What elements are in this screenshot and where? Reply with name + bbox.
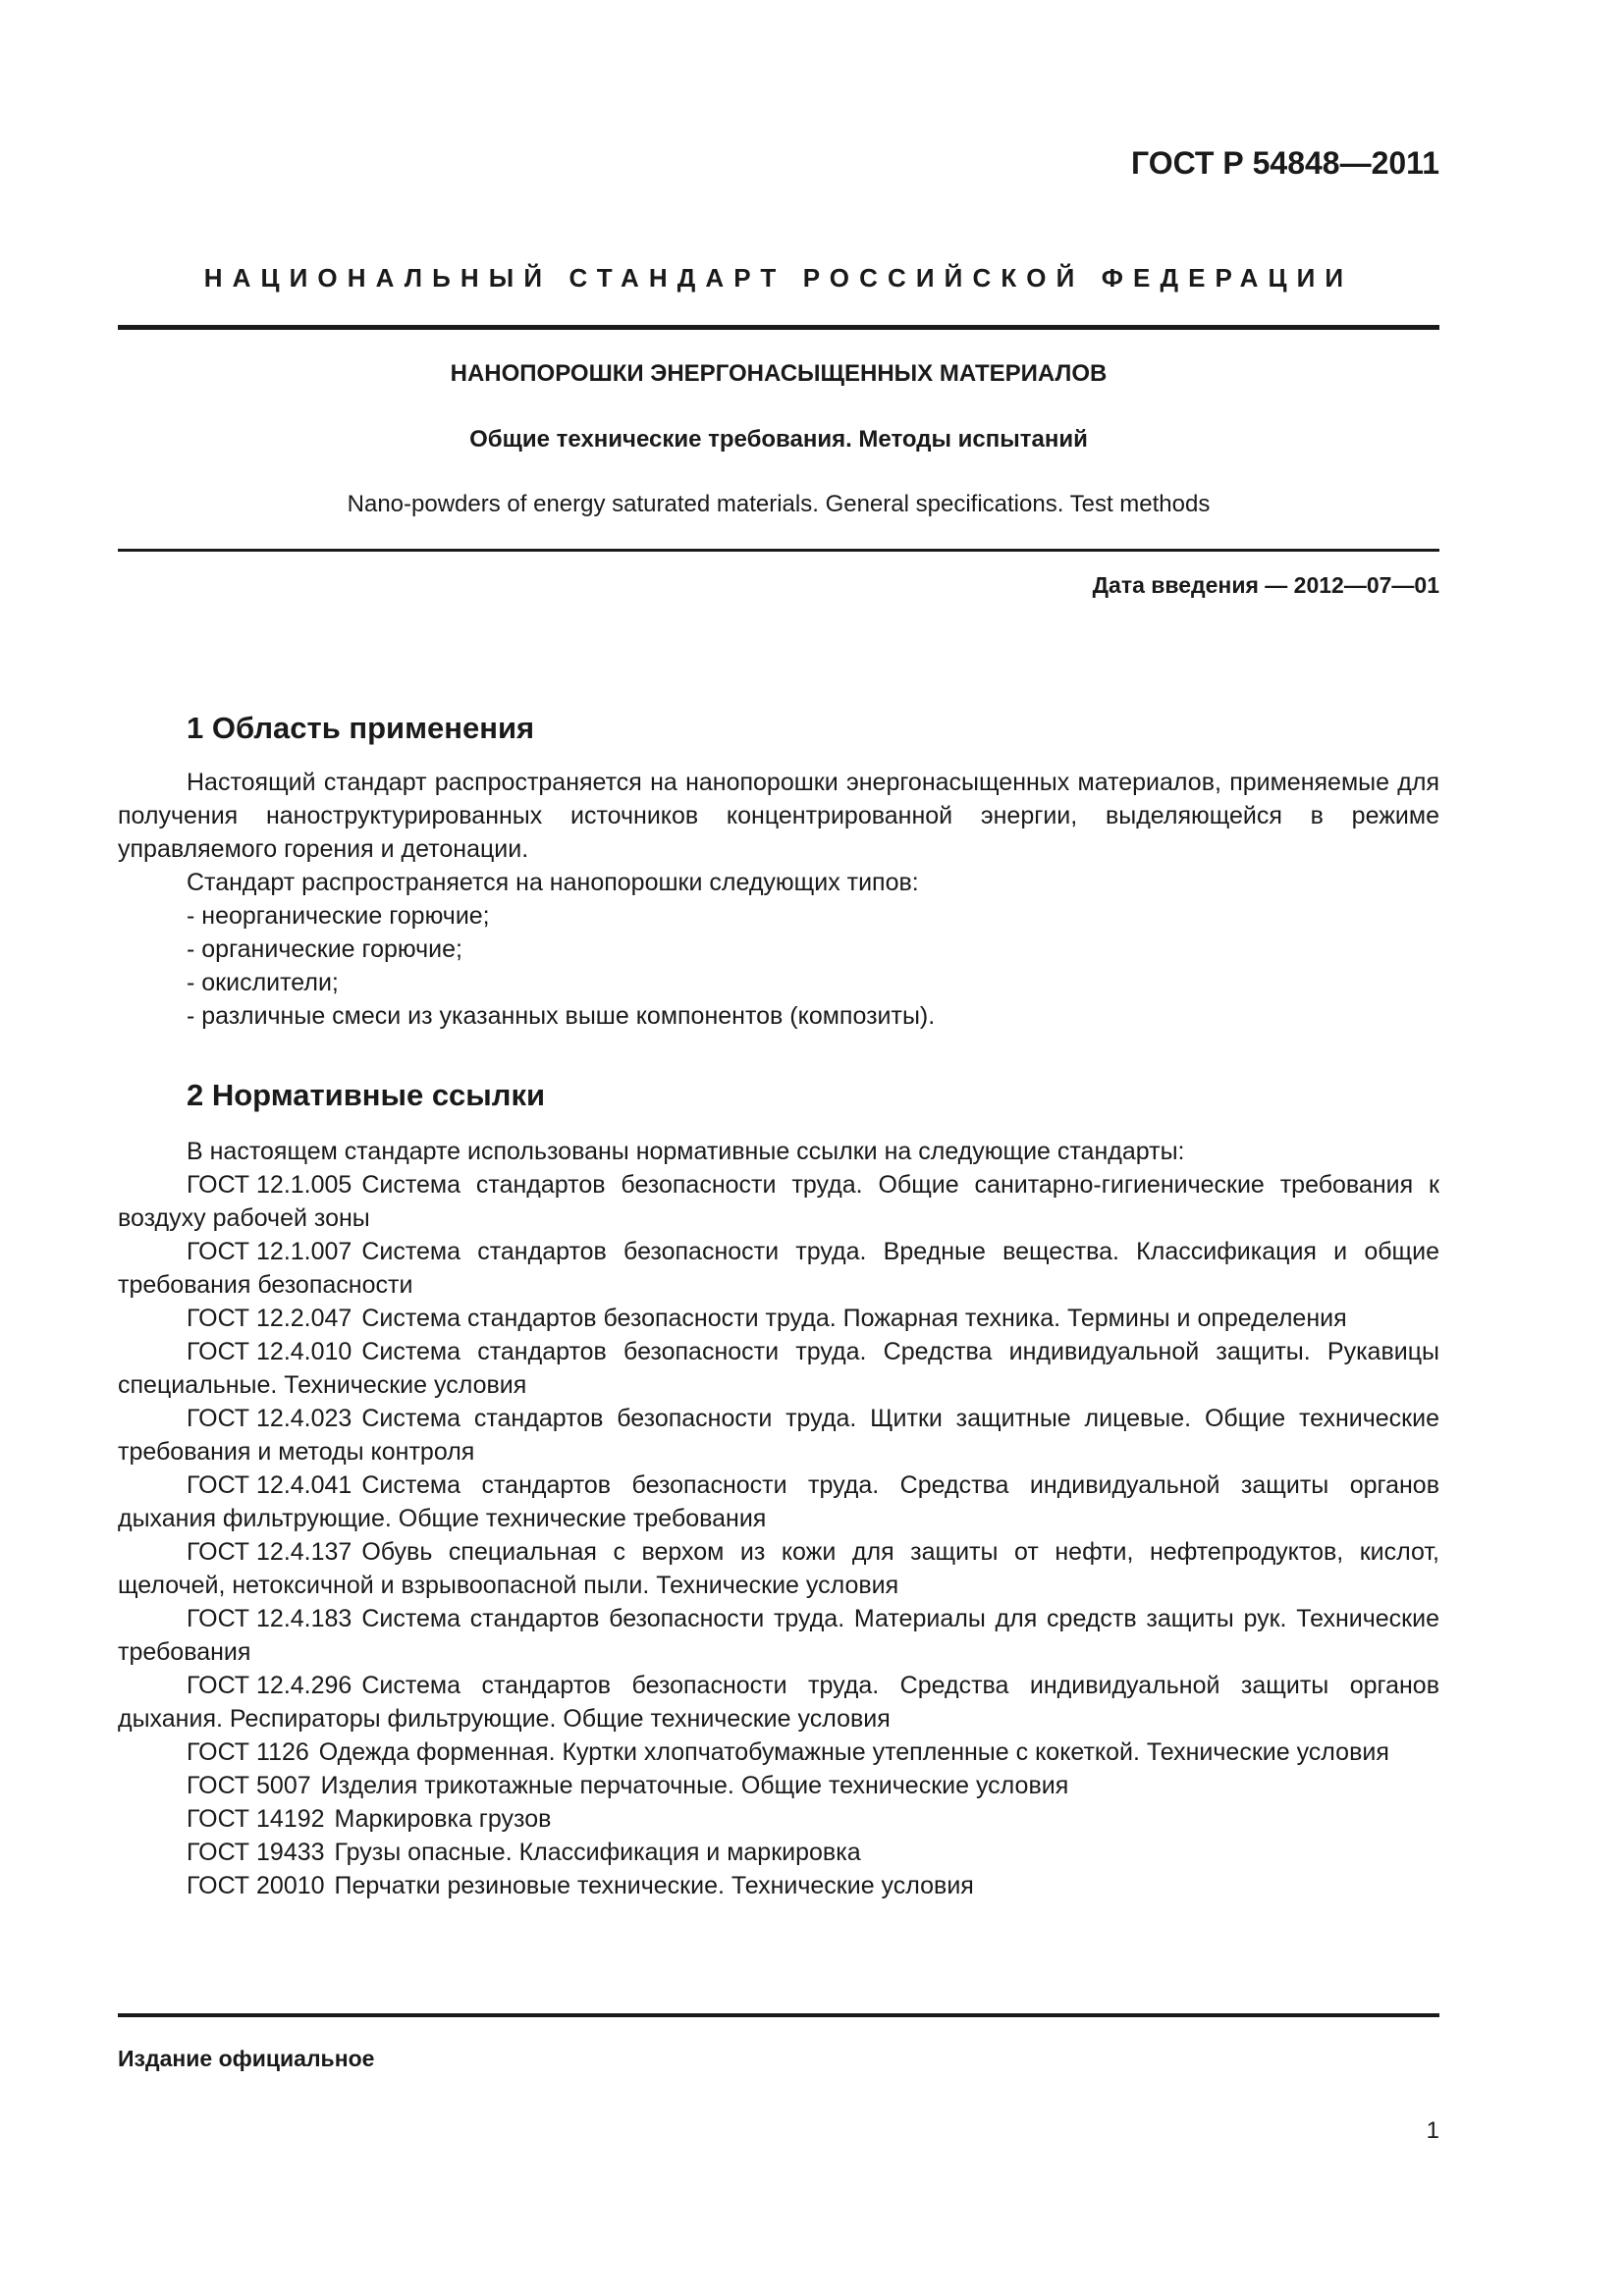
list-item: - окислители;: [187, 969, 339, 996]
section-1-body: [118, 766, 1439, 1033]
reference-item: [118, 1802, 1439, 1836]
reference-text: Система стандартов безопасности труда. Щитки защитные лицевые. Общие технические требования и методы контроля: [118, 1405, 1439, 1466]
section-2-heading: 2 Нормативные ссылки: [187, 1078, 546, 1112]
reference-item: [118, 1669, 1439, 1735]
reference-code: ГОСТ 12.1.005: [187, 1171, 352, 1199]
reference-code: ГОСТ 12.4.010: [187, 1338, 352, 1365]
reference-code: ГОСТ 12.4.041: [187, 1471, 352, 1499]
reference-item: [118, 1869, 1439, 1902]
reference-code: ГОСТ 12.2.047: [187, 1305, 352, 1332]
reference-item: [118, 1235, 1439, 1302]
english-title: Nano-powders of energy saturated materials. General specifications. Test methods: [347, 491, 1211, 517]
reference-code: ГОСТ 12.4.183: [187, 1605, 352, 1632]
document-title: НАНОПОРОШКИ ЭНЕРГОНАСЫЩЕННЫХ МАТЕРИАЛОВ: [450, 360, 1108, 387]
title-divider: [118, 549, 1439, 552]
reference-item: [118, 1769, 1439, 1802]
reference-text: Перчатки резиновые технические. Технические условия: [334, 1872, 974, 1899]
page-number: 1: [1426, 2117, 1439, 2144]
introduction-date: Дата введения — 2012—07—01: [1092, 572, 1439, 598]
reference-item: [118, 1302, 1439, 1335]
reference-code: ГОСТ 19433: [187, 1839, 325, 1866]
reference-text: Изделия трикотажные перчаточные. Общие технические условия: [320, 1772, 1069, 1799]
reference-code: ГОСТ 1126: [187, 1738, 309, 1766]
references-intro: В настоящем стандарте использованы нормативные ссылки на следующие стандарты:: [187, 1138, 1185, 1165]
reference-item: [118, 1335, 1439, 1402]
reference-text: Грузы опасные. Классификация и маркировка: [334, 1839, 861, 1866]
reference-item: [118, 1836, 1439, 1869]
reference-code: ГОСТ 12.4.023: [187, 1405, 352, 1432]
list-item: - органические горючие;: [187, 935, 462, 963]
reference-code: ГОСТ 12.4.137: [187, 1538, 352, 1566]
reference-code: ГОСТ 5007: [187, 1772, 311, 1799]
edition-label: Издание официальное: [118, 2046, 375, 2071]
list-item: - различные смеси из указанных выше компонентов (композиты).: [187, 1002, 936, 1030]
national-standard-label: НАЦИОНАЛЬНЫЙ СТАНДАРТ РОССИЙСКОЙ ФЕДЕРАЦИИ: [203, 263, 1354, 293]
reference-item: [118, 1402, 1439, 1468]
gost-number: ГОСТ Р 54848—2011: [1131, 145, 1439, 181]
section-1-heading: 1 Область применения: [187, 711, 535, 745]
reference-text: Система стандартов безопасности труда. Общие санитарно-гигиенические требования к воздуху рабочей зоны: [118, 1171, 1439, 1232]
reference-text: Система стандартов безопасности труда. Материалы для средств защиты рук. Технические требования: [118, 1605, 1439, 1666]
reference-code: ГОСТ 14192: [187, 1805, 325, 1833]
reference-item: [118, 1535, 1439, 1602]
reference-item: [118, 1168, 1439, 1235]
reference-code: ГОСТ 12.4.296: [187, 1672, 352, 1699]
reference-code: ГОСТ 20010: [187, 1872, 325, 1899]
reference-text: Одежда форменная. Куртки хлопчатобумажные утепленные с кокеткой. Технические условия: [318, 1738, 1389, 1766]
reference-item: [118, 1735, 1439, 1769]
reference-text: Система стандартов безопасности труда. Вредные вещества. Классификация и общие требования безопасности: [118, 1238, 1439, 1299]
document-subtitle: Общие технические требования. Методы испытаний: [469, 426, 1088, 453]
scope-types-intro: Стандарт распространяется на нанопорошки следующих типов:: [187, 869, 919, 896]
scope-paragraph: Настоящий стандарт распространяется на нанопорошки энергонасыщенных материалов, применяемые для получения наноструктурированных источников концентрированной энергии, выделяющейся в режиме управляемого горения и детонации.: [118, 769, 1439, 863]
reference-item: [118, 1602, 1439, 1669]
list-item: - неорганические горючие;: [187, 902, 490, 930]
reference-text: Система стандартов безопасности труда. Средства индивидуальной защиты органов дыхания. Респираторы фильтрующие. Общие технические условия: [118, 1672, 1439, 1733]
reference-text: Система стандартов безопасности труда. Пожарная техника. Термины и определения: [361, 1305, 1347, 1332]
top-divider: [118, 325, 1439, 330]
reference-code: ГОСТ 12.1.007: [187, 1238, 352, 1265]
reference-text: Маркировка грузов: [334, 1805, 552, 1833]
reference-item: [118, 1468, 1439, 1535]
footer-divider: [118, 2013, 1439, 2017]
reference-text: Система стандартов безопасности труда. Средства индивидуальной защиты. Рукавицы специальные. Технические условия: [118, 1338, 1439, 1399]
reference-text: Обувь специальная с верхом из кожи для защиты от нефти, нефтепродуктов, кислот, щелочей, нетоксичной и взрывоопасной пыли. Технические условия: [118, 1538, 1439, 1599]
section-2-body: [118, 1135, 1439, 1902]
reference-text: Система стандартов безопасности труда. Средства индивидуальной защиты органов дыхания фильтрующие. Общие технические требования: [118, 1471, 1439, 1532]
